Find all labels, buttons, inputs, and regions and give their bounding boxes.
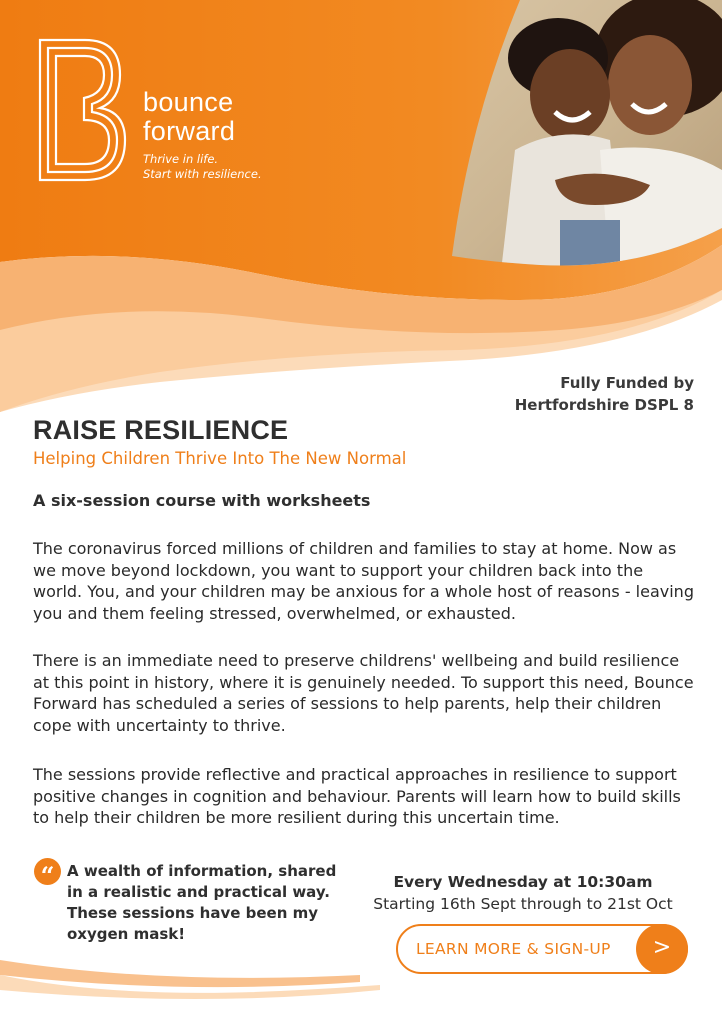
body-paragraph-3: The sessions provide reflective and practical approaches in resilience to support positive changes in cognition and behaviour. Parents will learn how to build skills to help their children be more resilient during this uncertain time. bbox=[33, 765, 681, 828]
funding-line-1: Fully Funded by bbox=[560, 374, 694, 392]
course-description: A six-session course with worksheets bbox=[33, 491, 371, 510]
brand-name-line-1: bounce bbox=[143, 87, 234, 117]
schedule-dates: Starting 16th Sept through to 21st Oct bbox=[373, 895, 673, 913]
learn-more-signup-button[interactable] bbox=[396, 924, 688, 974]
cta-label: LEARN MORE & SIGN-UP bbox=[416, 940, 611, 958]
page-subtitle: Helping Children Thrive Into The New Normal bbox=[33, 449, 407, 468]
brand-tagline bbox=[143, 152, 262, 182]
b-logo-icon bbox=[30, 30, 130, 195]
brand-name-line-2: forward bbox=[143, 116, 236, 146]
body-paragraph-2: There is an immediate need to preserve childrens' wellbeing and build resilience at this point in history, where it is genuinely needed. To support this need, Bounce Forward has scheduled a series of sessions to help parents, help their children cope with uncertainty to thrive. bbox=[33, 651, 694, 736]
brand-block bbox=[143, 88, 262, 182]
quote-icon: “ bbox=[34, 858, 61, 885]
page-title: RAISE RESILIENCE bbox=[33, 415, 289, 445]
brand-tagline-line-1: Thrive in life. bbox=[143, 152, 219, 166]
chevron-right-icon: > bbox=[636, 924, 688, 974]
schedule-day: Every Wednesday at 10:30am bbox=[393, 873, 653, 891]
funding-line-2: Hertfordshire DSPL 8 bbox=[514, 396, 694, 414]
testimonial-quote: A wealth of information, shared in a realistic and practical way. These sessions have been my oxygen mask! bbox=[67, 862, 337, 943]
funding-note bbox=[515, 372, 694, 416]
schedule-block bbox=[350, 871, 696, 915]
body-paragraph-1: The coronavirus forced millions of children and families to stay at home. Now as we move beyond lockdown, you want to support your children back into the world. You, and your children may be anxious for a whole host of reasons - leaving you and them feeling stressed, overwhelmed, or exhausted. bbox=[33, 539, 694, 624]
brand-tagline-line-2: Start with resilience. bbox=[143, 167, 262, 181]
